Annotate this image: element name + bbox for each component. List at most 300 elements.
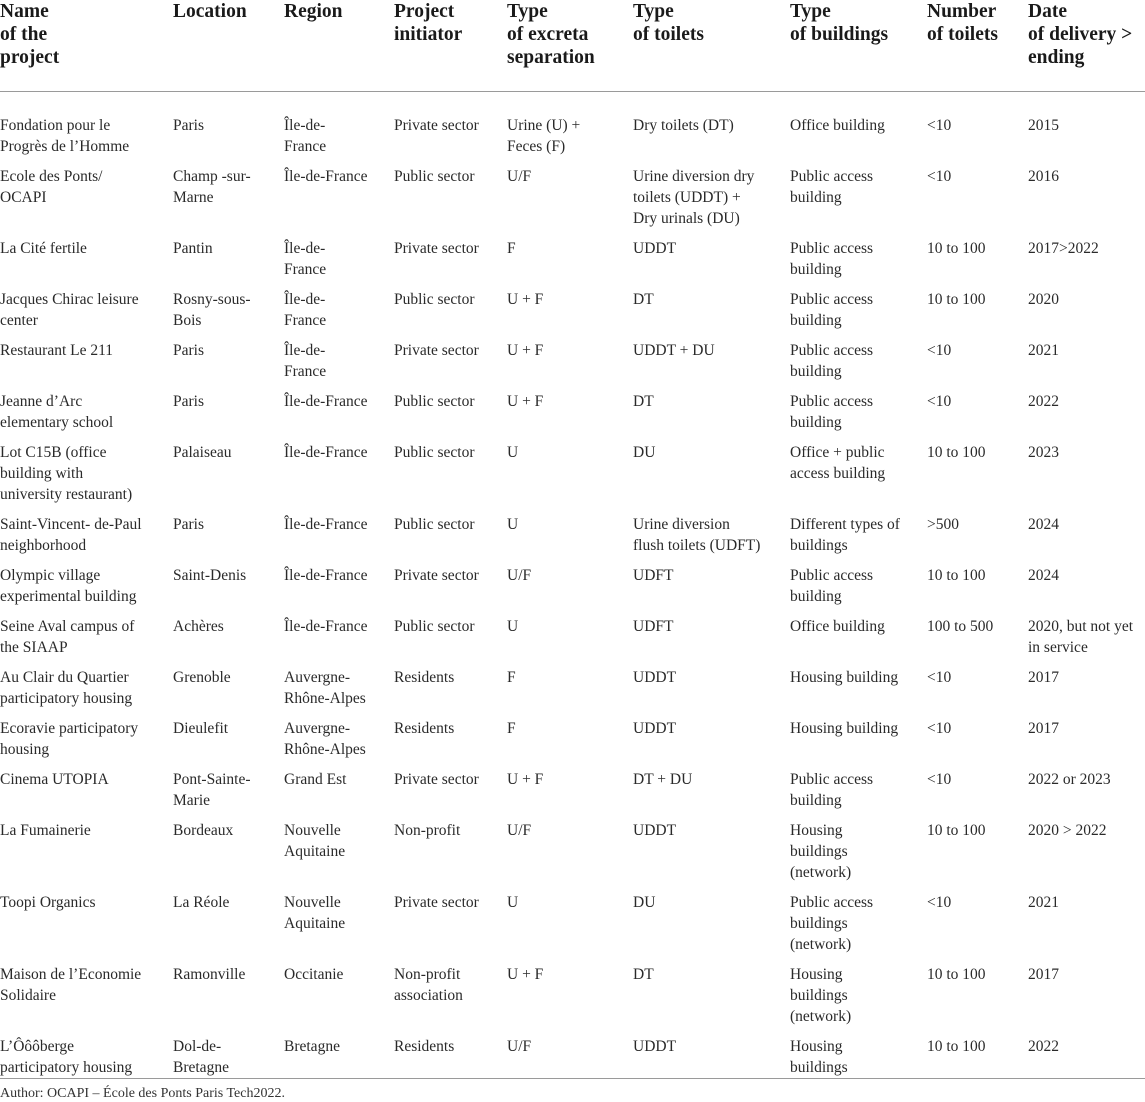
- cell-line: Private sector: [394, 894, 479, 911]
- cell-line: buildings: [790, 987, 848, 1004]
- header-line: of excreta: [507, 24, 589, 45]
- cell-building-type: [790, 710, 927, 761]
- cell-line: <10: [927, 342, 952, 359]
- cell-excreta-separation: [507, 812, 633, 884]
- table-row: [0, 557, 1145, 608]
- cell-line: UDDT: [633, 720, 677, 737]
- cell-region: [284, 761, 394, 812]
- cell-line: Occitanie: [284, 966, 344, 983]
- cell-line: U/F: [507, 168, 532, 185]
- cell-toilet-count: [927, 158, 1028, 230]
- cell-toilet-type: [633, 506, 790, 557]
- cell-line: Public access: [790, 894, 874, 911]
- table-row: [0, 659, 1145, 710]
- cell-line: Champ -sur-: [173, 168, 251, 185]
- cell-line: Seine Aval campus of: [0, 618, 135, 635]
- table-row: [0, 884, 1145, 956]
- cell-line: Restaurant Le 211: [0, 342, 114, 359]
- cell-project-name: [0, 230, 173, 281]
- cell-excreta-separation: [507, 956, 633, 1028]
- cell-toilet-count: [927, 434, 1028, 506]
- header-building-type: [790, 0, 927, 92]
- cell-line: Achères: [173, 618, 224, 635]
- cell-line: Île-de-: [284, 291, 326, 308]
- cell-line: Île-de-: [284, 342, 326, 359]
- cell-location: [173, 434, 284, 506]
- header-region: [284, 0, 394, 92]
- cell-line: Pantin: [173, 240, 213, 257]
- cell-line: 2022: [1028, 1038, 1059, 1055]
- cell-building-type: [790, 332, 927, 383]
- cell-line: Residents: [394, 720, 455, 737]
- cell-line: Olympic village: [0, 567, 101, 584]
- cell-project-name: [0, 1028, 173, 1079]
- table-row: [0, 92, 1145, 159]
- cell-delivery-date: [1028, 434, 1145, 506]
- cell-toilet-type: [633, 332, 790, 383]
- cell-line: elementary school: [0, 414, 114, 431]
- cell-line: Residents: [394, 1038, 455, 1055]
- cell-toilet-count: [927, 1028, 1028, 1079]
- cell-building-type: [790, 1028, 927, 1079]
- cell-line: DU: [633, 444, 656, 461]
- cell-line: Nouvelle: [284, 822, 341, 839]
- cell-project-name: [0, 956, 173, 1028]
- cell-line: building: [790, 363, 842, 380]
- cell-location: [173, 230, 284, 281]
- cell-line: France: [284, 312, 327, 329]
- cell-line: DT: [633, 966, 654, 983]
- header-line: Name: [0, 1, 49, 22]
- cell-line: 10 to 100: [927, 291, 986, 308]
- cell-line: Île-de-France: [284, 393, 368, 410]
- cell-line: Dieulefit: [173, 720, 229, 737]
- cell-delivery-date: [1028, 383, 1145, 434]
- cell-line: <10: [927, 720, 952, 737]
- header-line: of toilets: [633, 24, 704, 45]
- cell-line: U: [507, 894, 519, 911]
- cell-location: [173, 158, 284, 230]
- cell-region: [284, 281, 394, 332]
- cell-line: F: [507, 720, 516, 737]
- cell-line: Public sector: [394, 516, 475, 533]
- cell-toilet-count: [927, 506, 1028, 557]
- cell-excreta-separation: [507, 158, 633, 230]
- cell-location: [173, 1028, 284, 1079]
- cell-toilet-type: [633, 1028, 790, 1079]
- cell-line: experimental building: [0, 588, 137, 605]
- cell-line: Public access: [790, 240, 874, 257]
- cell-location: [173, 557, 284, 608]
- cell-line: Private sector: [394, 240, 479, 257]
- cell-line: Pont-Sainte-: [173, 771, 251, 788]
- cell-toilet-type: [633, 761, 790, 812]
- header-line: ending: [1028, 47, 1085, 68]
- cell-line: La Fumainerie: [0, 822, 91, 839]
- table-row: [0, 230, 1145, 281]
- cell-line: Dry toilets (DT): [633, 117, 734, 134]
- cell-toilet-type: [633, 710, 790, 761]
- cell-line: U + F: [507, 342, 544, 359]
- cell-line: Auvergne-: [284, 720, 350, 737]
- cell-line: 2017>2022: [1028, 240, 1099, 257]
- cell-line: <10: [927, 771, 952, 788]
- cell-excreta-separation: [507, 884, 633, 956]
- cell-line: F: [507, 669, 516, 686]
- cell-line: Grand Est: [284, 771, 347, 788]
- cell-line: DT: [633, 291, 654, 308]
- cell-line: Public sector: [394, 168, 475, 185]
- cell-project-name: [0, 884, 173, 956]
- cell-building-type: [790, 230, 927, 281]
- cell-building-type: [790, 659, 927, 710]
- cell-project-name: [0, 281, 173, 332]
- cell-region: [284, 332, 394, 383]
- cell-line: F: [507, 240, 516, 257]
- header-line: Date: [1028, 1, 1067, 22]
- cell-toilet-type: [633, 281, 790, 332]
- cell-line: flush toilets (UDFT): [633, 537, 761, 554]
- table-row: [0, 506, 1145, 557]
- cell-line: Au Clair du Quartier: [0, 669, 129, 686]
- header-line: of buildings: [790, 24, 889, 45]
- cell-building-type: [790, 884, 927, 956]
- cell-line: buildings: [790, 537, 848, 554]
- cell-excreta-separation: [507, 230, 633, 281]
- cell-line: Non-profit: [394, 966, 461, 983]
- header-line: Type: [790, 1, 831, 22]
- cell-project-initiator: [394, 332, 507, 383]
- header-location: [173, 0, 284, 92]
- cell-line: Jacques Chirac leisure: [0, 291, 139, 308]
- header-line: of toilets: [927, 24, 998, 45]
- cell-building-type: [790, 557, 927, 608]
- cell-region: [284, 557, 394, 608]
- cell-line: buildings: [790, 1059, 848, 1076]
- table-row: [0, 434, 1145, 506]
- cell-line: <10: [927, 168, 952, 185]
- cell-line: Public access: [790, 567, 874, 584]
- cell-delivery-date: [1028, 1028, 1145, 1079]
- cell-toilet-count: [927, 884, 1028, 956]
- cell-line: neighborhood: [0, 537, 87, 554]
- cell-line: 2020: [1028, 291, 1059, 308]
- cell-project-name: [0, 608, 173, 659]
- cell-project-initiator: [394, 158, 507, 230]
- cell-line: 2024: [1028, 516, 1059, 533]
- cell-delivery-date: [1028, 281, 1145, 332]
- cell-line: Public access: [790, 168, 874, 185]
- cell-line: Paris: [173, 393, 204, 410]
- table-row: [0, 710, 1145, 761]
- cell-delivery-date: [1028, 956, 1145, 1028]
- cell-line: Lot C15B (office: [0, 444, 107, 461]
- cell-line: participatory housing: [0, 1059, 133, 1076]
- cell-region: [284, 158, 394, 230]
- cell-building-type: [790, 761, 927, 812]
- cell-building-type: [790, 956, 927, 1028]
- cell-delivery-date: [1028, 812, 1145, 884]
- cell-excreta-separation: [507, 557, 633, 608]
- cell-line: Non-profit: [394, 822, 461, 839]
- cell-delivery-date: [1028, 608, 1145, 659]
- cell-line: Rosny-sous-: [173, 291, 251, 308]
- cell-project-initiator: [394, 557, 507, 608]
- cell-excreta-separation: [507, 506, 633, 557]
- cell-project-name: [0, 332, 173, 383]
- table-bottom-rule: [0, 1078, 1145, 1079]
- cell-toilet-count: [927, 659, 1028, 710]
- cell-delivery-date: [1028, 158, 1145, 230]
- cell-line: center: [0, 312, 38, 329]
- cell-line: 10 to 100: [927, 240, 986, 257]
- cell-building-type: [790, 158, 927, 230]
- cell-building-type: [790, 506, 927, 557]
- cell-line: U/F: [507, 567, 532, 584]
- cell-region: [284, 434, 394, 506]
- cell-project-initiator: [394, 383, 507, 434]
- cell-project-name: [0, 383, 173, 434]
- cell-line: Île-de-France: [284, 516, 368, 533]
- cell-project-name: [0, 812, 173, 884]
- cell-line: DT: [633, 393, 654, 410]
- cell-building-type: [790, 92, 927, 159]
- cell-line: building: [790, 312, 842, 329]
- cell-region: [284, 812, 394, 884]
- cell-line: toilets (UDDT) +: [633, 189, 741, 206]
- cell-toilet-count: [927, 332, 1028, 383]
- cell-line: U + F: [507, 393, 544, 410]
- cell-toilet-count: [927, 557, 1028, 608]
- cell-line: Office + public: [790, 444, 885, 461]
- cell-line: UDFT: [633, 567, 674, 584]
- cell-line: building with: [0, 465, 84, 482]
- cell-line: UDDT: [633, 822, 677, 839]
- cell-delivery-date: [1028, 659, 1145, 710]
- cell-project-initiator: [394, 92, 507, 159]
- cell-toilet-type: [633, 92, 790, 159]
- cell-line: Saint-Denis: [173, 567, 247, 584]
- cell-line: DU: [633, 894, 656, 911]
- cell-toilet-type: [633, 956, 790, 1028]
- cell-line: Île-de-France: [284, 567, 368, 584]
- cell-line: La Réole: [173, 894, 230, 911]
- cell-region: [284, 1028, 394, 1079]
- cell-line: L’Ôôôberge: [0, 1038, 75, 1055]
- cell-project-initiator: [394, 1028, 507, 1079]
- header-line: of the: [0, 24, 48, 45]
- cell-line: building: [790, 792, 842, 809]
- cell-delivery-date: [1028, 506, 1145, 557]
- cell-toilet-type: [633, 383, 790, 434]
- cell-delivery-date: [1028, 92, 1145, 159]
- cell-line: Public sector: [394, 444, 475, 461]
- cell-line: Public access: [790, 342, 874, 359]
- cell-line: Bretagne: [284, 1038, 340, 1055]
- cell-line: U/F: [507, 1038, 532, 1055]
- cell-line: Public sector: [394, 291, 475, 308]
- cell-line: Aquitaine: [284, 915, 346, 932]
- cell-line: 2020 > 2022: [1028, 822, 1107, 839]
- cell-project-initiator: [394, 230, 507, 281]
- cell-toilet-type: [633, 659, 790, 710]
- cell-project-initiator: [394, 956, 507, 1028]
- cell-line: 2017: [1028, 669, 1059, 686]
- cell-line: 2024: [1028, 567, 1059, 584]
- cell-delivery-date: [1028, 230, 1145, 281]
- cell-line: Different types of: [790, 516, 900, 533]
- table-footnote: Author: OCAPI – École des Ponts Paris Tech2022.: [0, 1086, 285, 1101]
- cell-project-name: [0, 761, 173, 812]
- cell-line: <10: [927, 117, 952, 134]
- cell-line: U + F: [507, 771, 544, 788]
- cell-delivery-date: [1028, 332, 1145, 383]
- cell-line: U + F: [507, 291, 544, 308]
- cell-line: Dry urinals (DU): [633, 210, 740, 227]
- cell-line: Île-de-France: [284, 444, 368, 461]
- cell-project-initiator: [394, 434, 507, 506]
- cell-line: U: [507, 618, 519, 635]
- cell-line: Marne: [173, 189, 214, 206]
- cell-line: Île-de-: [284, 240, 326, 257]
- cell-line: <10: [927, 669, 952, 686]
- cell-project-initiator: [394, 506, 507, 557]
- cell-toilet-count: [927, 956, 1028, 1028]
- cell-building-type: [790, 281, 927, 332]
- cell-line: France: [284, 363, 327, 380]
- cell-project-name: [0, 92, 173, 159]
- cell-excreta-separation: [507, 434, 633, 506]
- cell-line: (network): [790, 1008, 852, 1025]
- cell-line: 2021: [1028, 342, 1059, 359]
- cell-toilet-type: [633, 557, 790, 608]
- cell-line: U + F: [507, 966, 544, 983]
- cell-location: [173, 92, 284, 159]
- cell-line: UDDT: [633, 1038, 677, 1055]
- cell-line: Auvergne-: [284, 669, 350, 686]
- cell-toilet-count: [927, 761, 1028, 812]
- cell-region: [284, 659, 394, 710]
- cell-excreta-separation: [507, 332, 633, 383]
- cell-line: Île-de-France: [284, 168, 368, 185]
- cell-line: 2021: [1028, 894, 1059, 911]
- cell-location: [173, 884, 284, 956]
- cell-toilet-type: [633, 434, 790, 506]
- cell-location: [173, 761, 284, 812]
- cell-line: OCAPI: [0, 189, 47, 206]
- cell-toilet-count: [927, 383, 1028, 434]
- cell-line: France: [284, 138, 327, 155]
- cell-project-name: [0, 434, 173, 506]
- table-body: [0, 92, 1145, 1080]
- cell-line: Maison de l’Economie: [0, 966, 142, 983]
- cell-line: university restaurant): [0, 486, 133, 503]
- cell-line: Housing: [790, 1038, 843, 1055]
- cell-line: access building: [790, 465, 886, 482]
- header-excreta-separation: [507, 0, 633, 92]
- cell-line: Private sector: [394, 567, 479, 584]
- cell-line: Toopi Organics: [0, 894, 96, 911]
- cell-line: 2022 or 2023: [1028, 771, 1111, 788]
- cell-building-type: [790, 434, 927, 506]
- cell-line: 10 to 100: [927, 822, 986, 839]
- cell-line: Bois: [173, 312, 202, 329]
- cell-line: U/F: [507, 822, 532, 839]
- cell-line: Paris: [173, 516, 204, 533]
- cell-location: [173, 659, 284, 710]
- cell-line: Île-de-France: [284, 618, 368, 635]
- cell-line: Paris: [173, 117, 204, 134]
- cell-line: Residents: [394, 669, 455, 686]
- cell-line: building: [790, 189, 842, 206]
- cell-delivery-date: [1028, 557, 1145, 608]
- cell-region: [284, 608, 394, 659]
- header-line: Project: [394, 1, 455, 22]
- cell-project-name: [0, 506, 173, 557]
- cell-excreta-separation: [507, 1028, 633, 1079]
- cell-line: 10 to 100: [927, 444, 986, 461]
- cell-project-name: [0, 158, 173, 230]
- cell-line: Bordeaux: [173, 822, 234, 839]
- cell-region: [284, 230, 394, 281]
- header-toilet-type: [633, 0, 790, 92]
- cell-location: [173, 281, 284, 332]
- cell-line: 2017: [1028, 966, 1059, 983]
- cell-line: Rhône-Alpes: [284, 741, 366, 758]
- header-line: project: [0, 47, 60, 68]
- cell-line: Île-de-: [284, 117, 326, 134]
- header-project-name: [0, 0, 173, 92]
- cell-line: Ecole des Ponts/: [0, 168, 103, 185]
- cell-location: [173, 812, 284, 884]
- header-delivery-date: [1028, 0, 1145, 92]
- cell-line: Aquitaine: [284, 843, 346, 860]
- cell-line: buildings: [790, 915, 848, 932]
- header-line: separation: [507, 47, 595, 68]
- cell-project-initiator: [394, 884, 507, 956]
- cell-line: 2015: [1028, 117, 1059, 134]
- table-row: [0, 383, 1145, 434]
- cell-line: Urine diversion dry: [633, 168, 755, 185]
- cell-line: UDFT: [633, 618, 674, 635]
- cell-delivery-date: [1028, 884, 1145, 956]
- cell-excreta-separation: [507, 281, 633, 332]
- cell-toilet-type: [633, 884, 790, 956]
- cell-toilet-type: [633, 608, 790, 659]
- cell-line: 2017: [1028, 720, 1059, 737]
- cell-line: U: [507, 444, 519, 461]
- cell-project-name: [0, 659, 173, 710]
- cell-line: Urine diversion: [633, 516, 730, 533]
- cell-line: France: [284, 261, 327, 278]
- cell-line: Public access: [790, 393, 874, 410]
- cell-toilet-type: [633, 812, 790, 884]
- cell-project-name: [0, 710, 173, 761]
- cell-line: Dol-de-: [173, 1038, 222, 1055]
- cell-line: association: [394, 987, 463, 1004]
- cell-toilet-count: [927, 710, 1028, 761]
- cell-excreta-separation: [507, 659, 633, 710]
- cell-line: Fondation pour le: [0, 117, 111, 134]
- cell-line: UDDT: [633, 240, 677, 257]
- cell-line: 10 to 100: [927, 1038, 986, 1055]
- cell-toilet-count: [927, 281, 1028, 332]
- cell-line: 2016: [1028, 168, 1059, 185]
- cell-project-initiator: [394, 608, 507, 659]
- cell-line: Nouvelle: [284, 894, 341, 911]
- cell-location: [173, 956, 284, 1028]
- cell-location: [173, 710, 284, 761]
